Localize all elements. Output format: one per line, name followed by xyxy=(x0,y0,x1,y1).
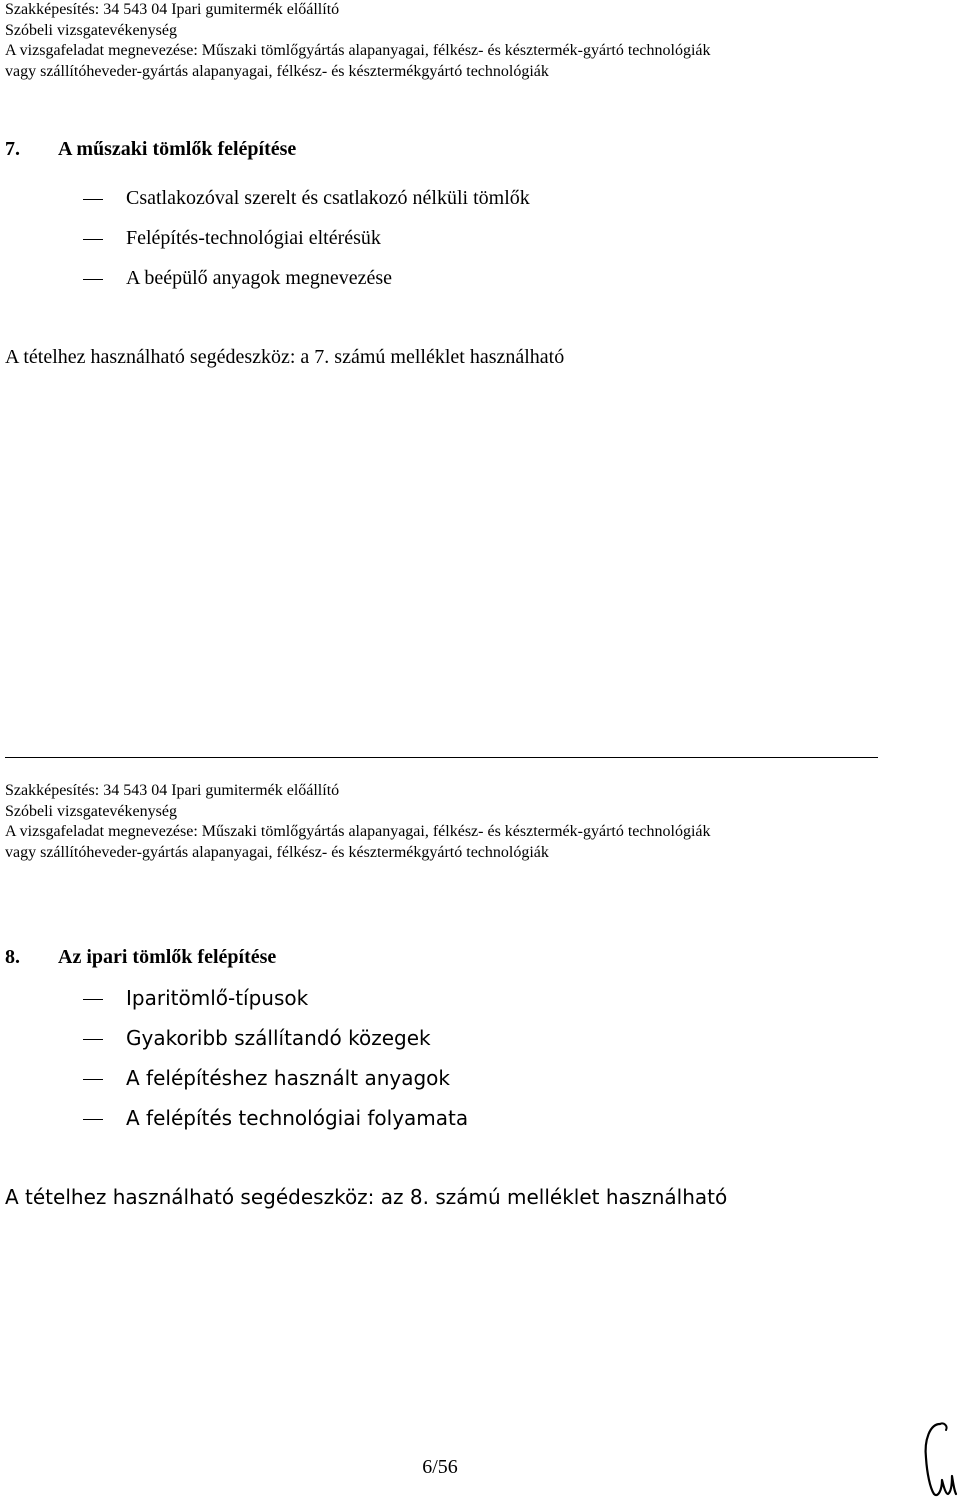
section-8-item xyxy=(83,1066,450,1090)
signature-icon xyxy=(918,1418,958,1500)
section-7-item xyxy=(83,227,381,250)
section-8-item-text: Iparitömlő-típusok xyxy=(126,986,309,1010)
section-7-item-text: A beépülő anyagok megnevezése xyxy=(126,267,393,289)
dash-bullet-icon xyxy=(83,1106,126,1130)
section-8-heading xyxy=(5,946,276,969)
dash-bullet-icon xyxy=(83,267,126,290)
dash-bullet-icon xyxy=(83,1066,126,1090)
dash-bullet-icon xyxy=(83,986,126,1010)
section-8-item-text: A felépítés technológiai folyamata xyxy=(126,1106,469,1130)
page-separator xyxy=(5,757,878,758)
header-task-name: A vizsgafeladat megnevezése: Műszaki tömlőgyártás alapanyagai, félkész- és késztermék-gyártó technológiák xyxy=(5,42,711,59)
section-8-item xyxy=(83,986,308,1010)
section-7-item-text: Csatlakozóval szerelt és csatlakozó nélküli tömlők xyxy=(126,187,530,209)
section-8-note: A tételhez használható segédeszköz: az 8. számú melléklet használható xyxy=(5,1185,728,1209)
section-8-item xyxy=(83,1026,431,1050)
section-7-number: 7. xyxy=(5,138,20,160)
page-number: 6/56 xyxy=(422,1456,458,1478)
section-8-number: 8. xyxy=(5,946,20,968)
section-7-title: A műszaki tömlők felépítése xyxy=(58,138,297,160)
header-task-name-cont: vagy szállítóheveder-gyártás alapanyagai, félkész- és késztermékgyártó technológiák xyxy=(5,843,549,861)
section-8-item-text: A felépítéshez használt anyagok xyxy=(126,1066,450,1090)
section-7-note: A tételhez használható segédeszköz: a 7. számú melléklet használható xyxy=(5,346,565,368)
section-7-item xyxy=(83,187,530,210)
section-7-heading xyxy=(5,138,296,161)
section-8-item-text: Gyakoribb szállítandó közegek xyxy=(126,1026,431,1050)
header-task-name: A vizsgafeladat megnevezése: Műszaki tömlőgyártás alapanyagai, félkész- és késztermék-gyártó technológiák xyxy=(5,823,711,840)
section-7-item-text: Felépítés-technológiai eltérésük xyxy=(126,227,381,249)
header-block-2 xyxy=(5,781,711,863)
section-8-title: Az ipari tömlők felépítése xyxy=(58,946,277,968)
dash-bullet-icon xyxy=(83,227,126,250)
header-qualification: Szakképesítés: 34 543 04 Ipari gumitermék előállító xyxy=(5,782,340,799)
header-qualification: Szakképesítés: 34 543 04 Ipari gumitermék előállító xyxy=(5,1,340,18)
header-exam-type: Szóbeli vizsgatevékenység xyxy=(5,21,177,39)
dash-bullet-icon xyxy=(83,187,126,210)
dash-bullet-icon xyxy=(83,1026,126,1050)
section-8-item xyxy=(83,1106,468,1130)
header-block-1 xyxy=(5,0,711,82)
section-7-item xyxy=(83,267,392,290)
header-exam-type: Szóbeli vizsgatevékenység xyxy=(5,802,177,820)
header-task-name-cont: vagy szállítóheveder-gyártás alapanyagai, félkész- és késztermékgyártó technológiák xyxy=(5,62,549,80)
